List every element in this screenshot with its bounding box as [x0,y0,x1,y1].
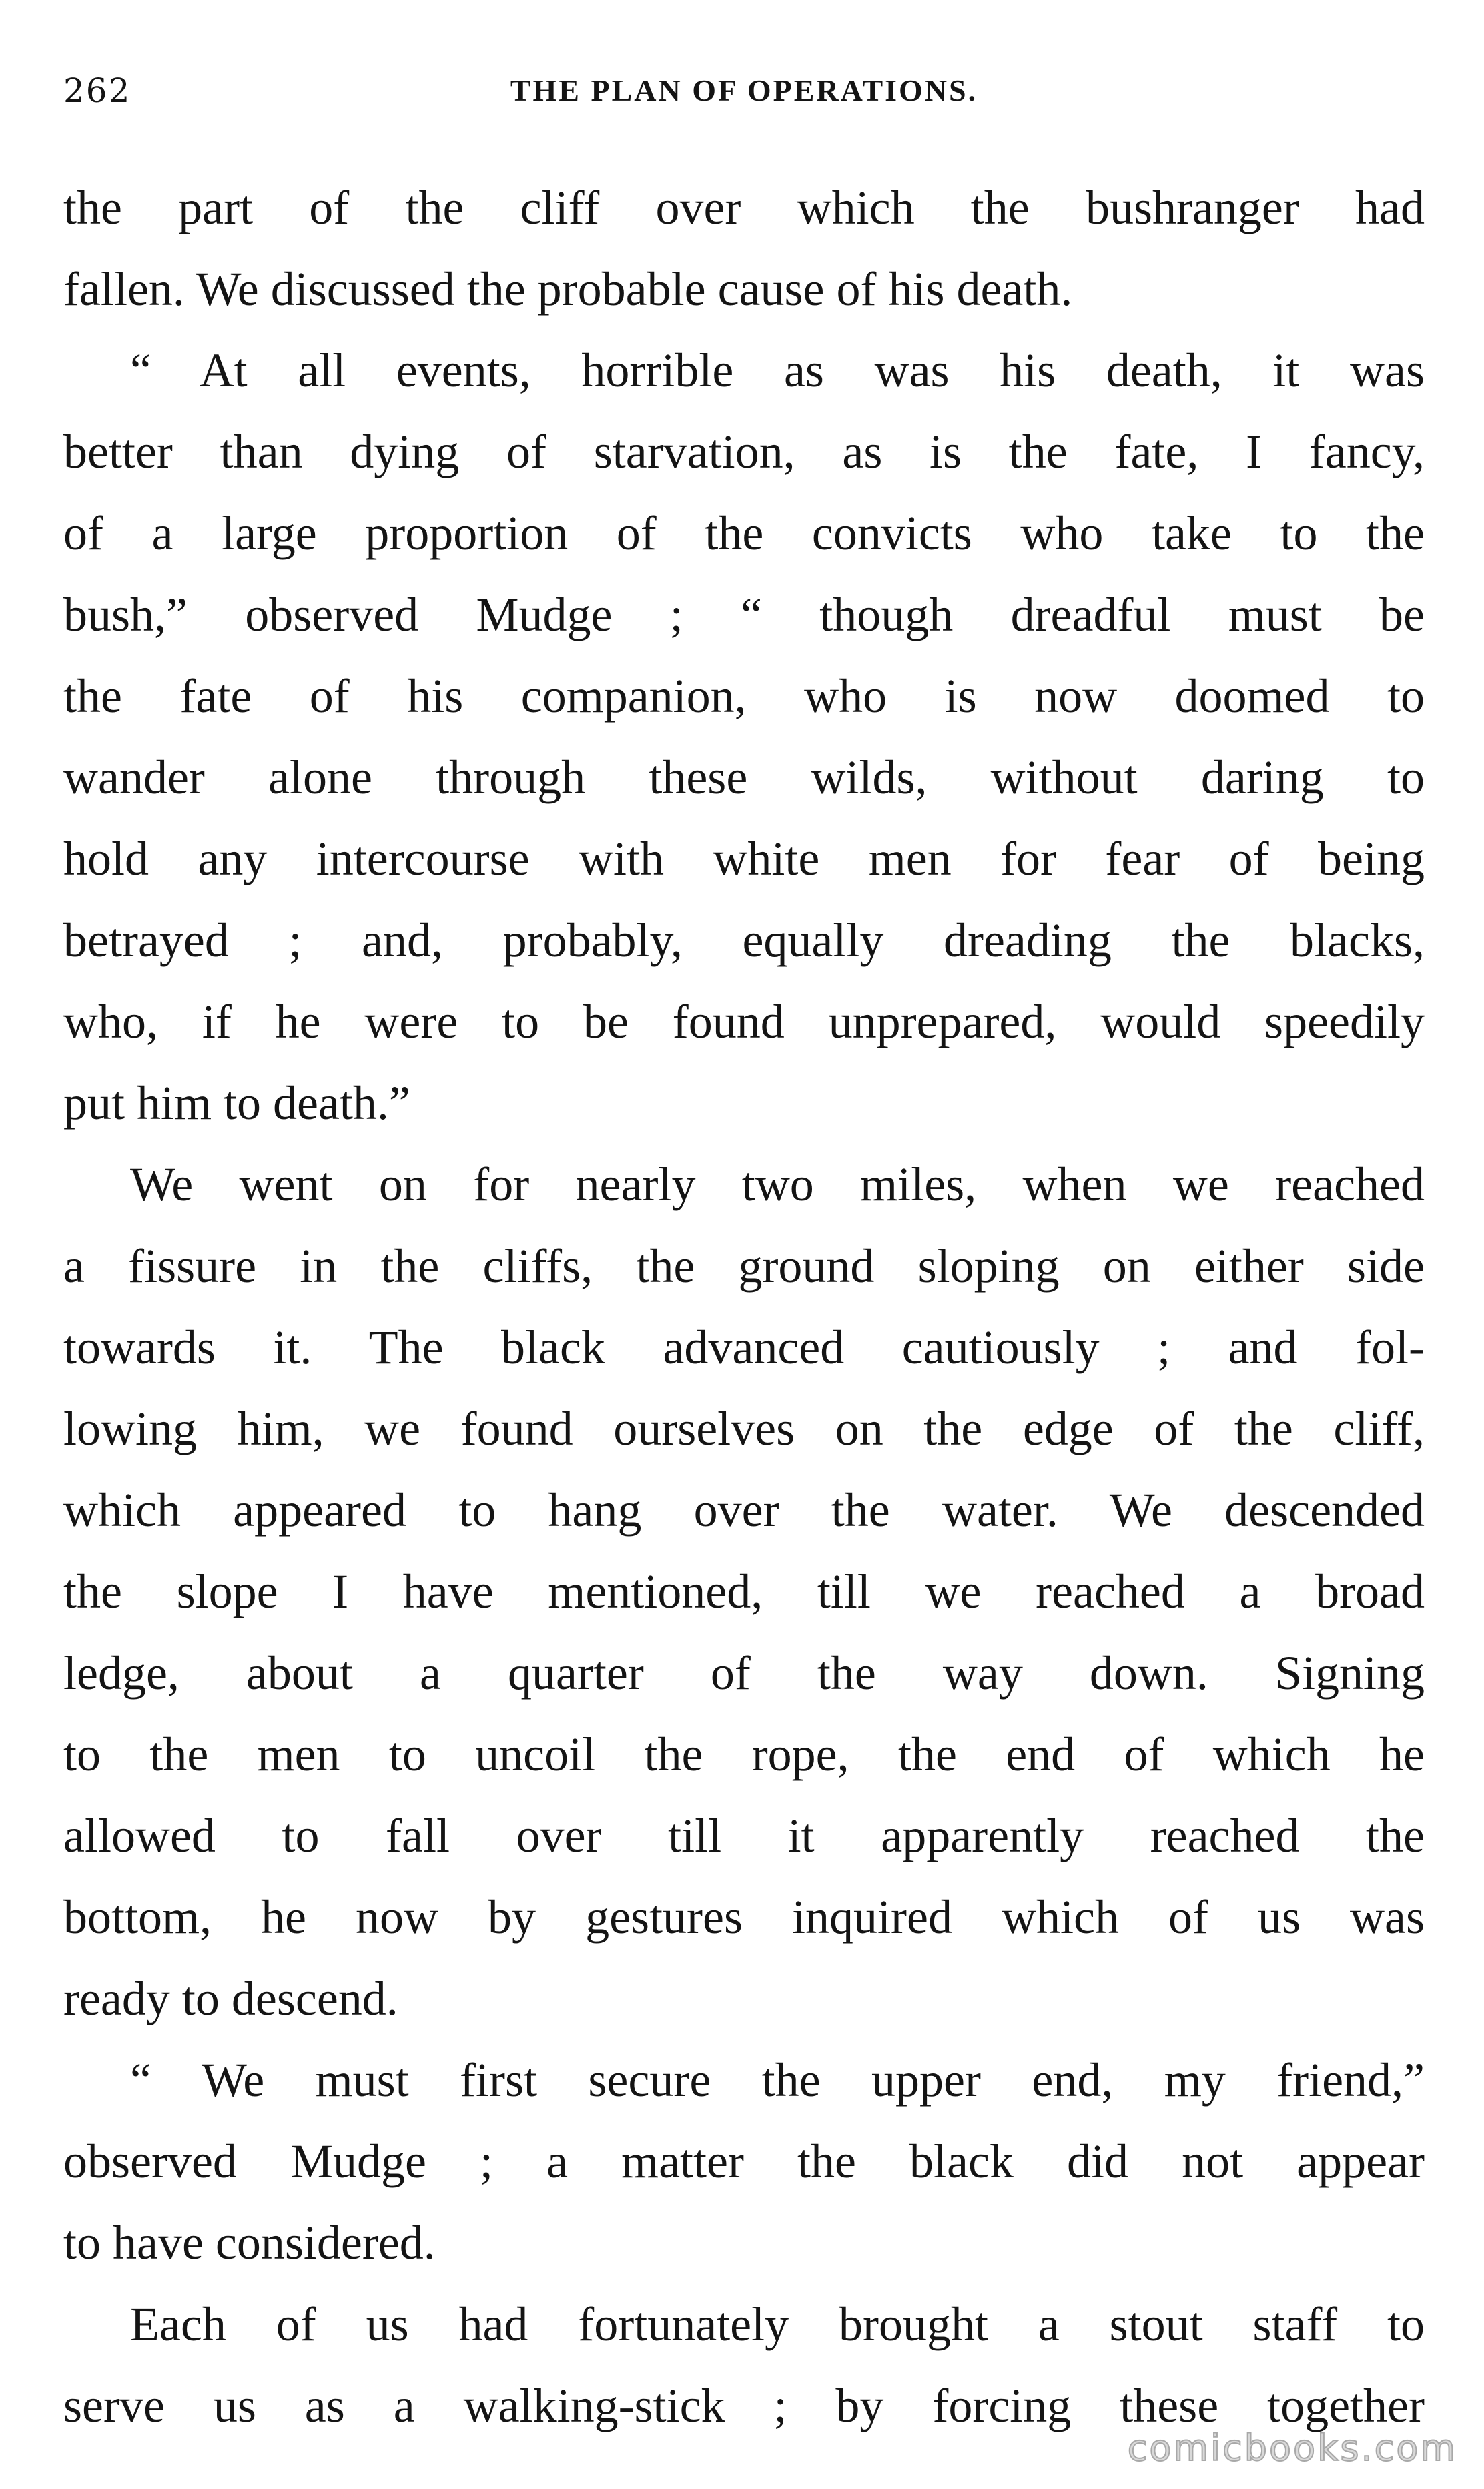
page-number: 262 [63,71,131,110]
text-line: put him to death.” [63,1076,410,1130]
text-line: lowing him, we found ourselves on the edge of the cliff, [63,1402,1425,1455]
text-line: We went on for nearly two miles, when we reached [130,1158,1425,1211]
text-line: of a large proportion of the convicts who take to the [63,506,1425,560]
text-line: observed Mudge ; a matter the black did not appear [63,2135,1425,2188]
text-line: “ We must first secure the upper end, my friend,” [130,2053,1425,2107]
text-line: fallen. We discussed the probable cause of his death. [63,262,1073,316]
text-line: the part of the cliff over which the bushranger had [63,181,1425,234]
text-line: “ At all events, horrible as was his death, it was [130,344,1425,397]
text-line: better than dying of starvation, as is the fate, I fancy, [63,425,1425,478]
text-line: which appeared to hang over the water. We descended [63,1483,1425,1537]
text-line: Each of us had fortunately brought a stout staff to [130,2297,1425,2351]
text-line: to have considered. [63,2216,436,2269]
text-line: serve us as a walking-stick ; by forcing these together [63,2379,1425,2432]
watermark: comicbooks.com [1127,2427,1457,2469]
text-line: hold any intercourse with white men for fear of being [63,832,1425,885]
text-line: a fissure in the cliffs, the ground sloping on either side [63,1239,1425,1293]
text-line: to the men to uncoil the rope, the end of which he [63,1728,1425,1781]
text-line: wander alone through these wilds, without daring to [63,751,1425,804]
running-head [63,64,1425,117]
body-text [63,167,1425,2446]
text-line: betrayed ; and, probably, equally dreading the blacks, [63,914,1425,967]
text-line: bottom, he now by gestures inquired which of us was [63,1890,1425,1944]
text-line: bush,” observed Mudge ; “ though dreadful must be [63,588,1425,641]
text-line: allowed to fall over till it apparently reached the [63,1809,1425,1862]
text-line: ledge, about a quarter of the way down. Signing [63,1646,1425,1700]
text-line: who, if he were to be found unprepared, would speedily [63,995,1425,1048]
text-line: the slope I have mentioned, till we reached a broad [63,1565,1425,1618]
text-line: the fate of his companion, who is now doomed to [63,669,1425,723]
text-line: towards it. The black advanced cautiously ; and fol- [63,1321,1425,1374]
running-title: THE PLAN OF OPERATIONS. [510,73,978,107]
text-line: ready to descend. [63,1972,398,2025]
